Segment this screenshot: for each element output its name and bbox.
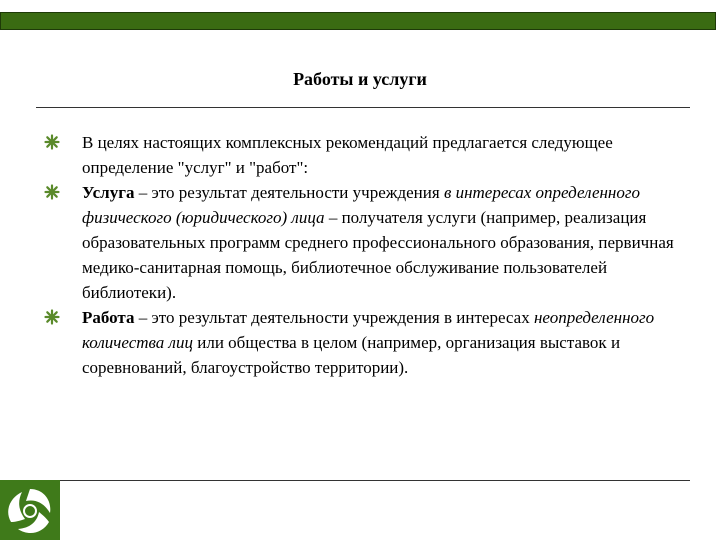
page-title-text: Работы и услуги (293, 69, 427, 89)
bullet-text: В целях настоящих комплексных рекомендаций предлагается следующее определение "услуг" и "работ": (82, 133, 613, 177)
bullet-item-work (44, 305, 694, 380)
page-title (0, 66, 720, 92)
service-text-part2: – получателя услуги (например, реализация образовательных программ среднего профессионального образования, первичная медико-санитарная помощь, библиотечное обслуживание пользователей библиотеки). (82, 208, 674, 302)
circular-leaves-logo-icon (0, 480, 60, 540)
service-text-part1: – это результат деятельности учреждения (134, 183, 444, 202)
service-text-italic: в интересах определенного физического (юридического) лица (82, 183, 640, 227)
bullet-list (44, 130, 694, 380)
work-text-italic: неопределенного количества лиц (82, 308, 655, 352)
work-text-part1: – это результат деятельности учреждения в интересах (134, 308, 534, 327)
footer-divider (60, 480, 690, 481)
term-work: Работа (82, 308, 135, 327)
bullet-item-service (44, 180, 694, 305)
logo (0, 480, 60, 540)
bullet-item-definition (44, 130, 694, 180)
header-bar (0, 12, 716, 30)
asterisk-bullet-icon (44, 134, 60, 150)
asterisk-bullet-icon (44, 184, 60, 200)
term-service: Услуга (82, 183, 135, 202)
title-divider (36, 107, 690, 108)
asterisk-bullet-icon (44, 309, 60, 325)
work-text-part2: или общества в целом (например, организация выставок и соревнований, благоустройство территории). (82, 333, 621, 377)
